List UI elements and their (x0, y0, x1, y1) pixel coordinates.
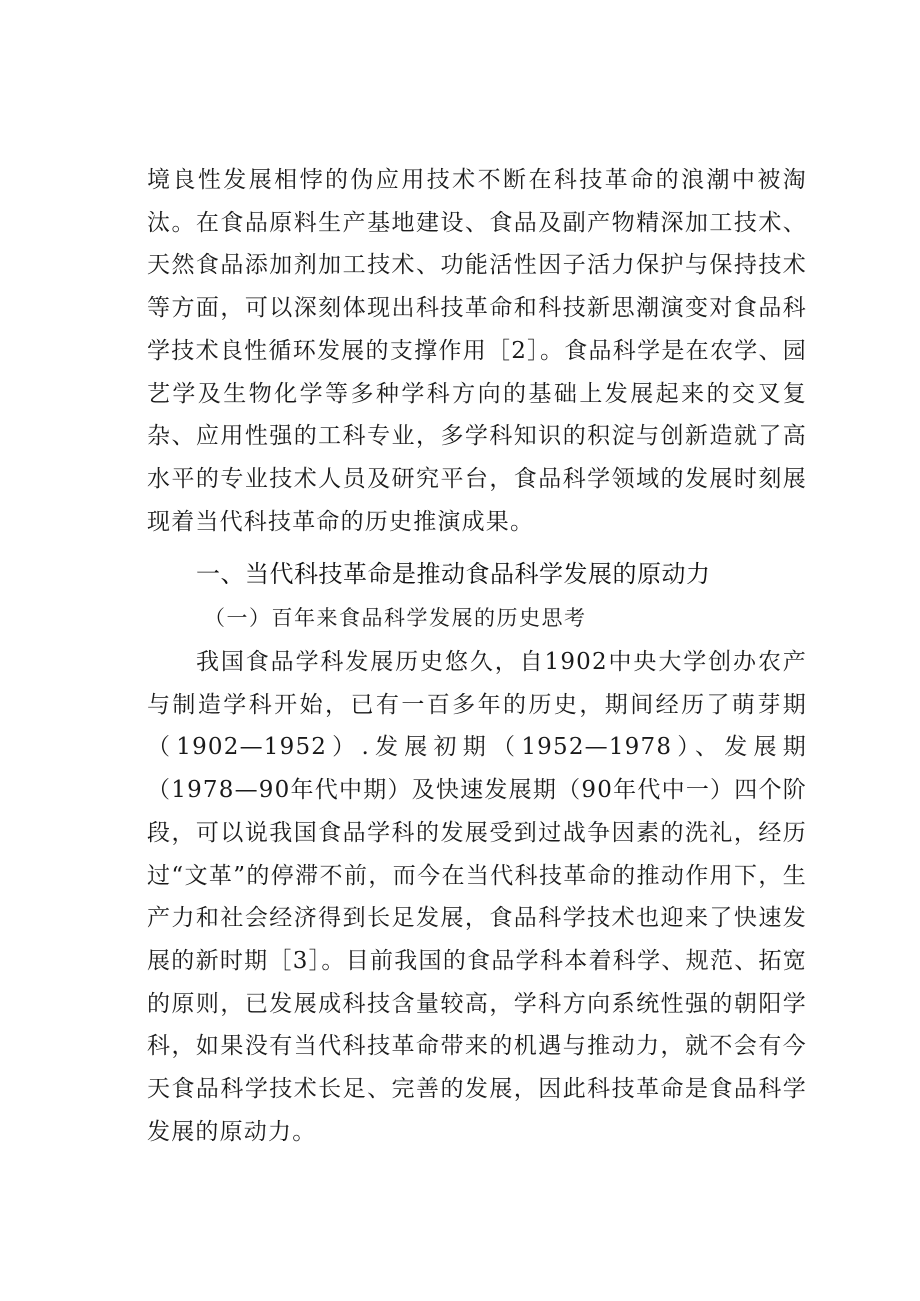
section-heading: 一、当代科技革命是推动食品科学发展的原动力 (196, 560, 711, 588)
body-paragraph-continued: 境良性发展相悖的伪应用技术不断在科技革命的浪潮中被淘汰。在食品原料生产基地建设、食品及副产物精深加工技术、天然食品添加剂加工技术、功能活性因子活力保护与保持技术等方面，可以深刻体现出科技革命和科技新思潮演变对食品科学技术良性循环发展的支撑作用［2］。食品科学是在农学、园艺学及生物化学等多种学科方向的基础上发展起来的交叉复杂、应用性强的工科专业，多学科知识的积淀与创新造就了高水平的专业技术人员及研究平台，食品科学领域的发展时刻展现着当代科技革命的历史推演成果。 (147, 167, 807, 535)
body-paragraph-history: 我国食品学科发展历史悠久，自1902中央大学创办农产与制造学科开始，已有一百多年的历史，期间经历了萌芽期（1902—1952）.发展初期（1952—1978）、发展期（1978—90年代中期）及快速发展期（90年代中一）四个阶段，可以说我国食品学科的发展受到过战争因素的洗礼，经历过“文革”的停滞不前，而今在当代科技革命的推动作用下，生产力和社会经济得到长足发展，食品科学技术也迎来了快速发展的新时期［3］。目前我国的食品学科本着科学、规范、拓宽的原则，已发展成科技含量较高，学科方向系统性强的朝阳学科，如果没有当代科技革命带来的机遇与推动力，就不会有今天食品科学技术长足、完善的发展，因此科技革命是食品科学发展的原动力。 (147, 649, 807, 1145)
subsection-heading: （一）百年来食品科学发展的历史思考 (204, 606, 587, 630)
